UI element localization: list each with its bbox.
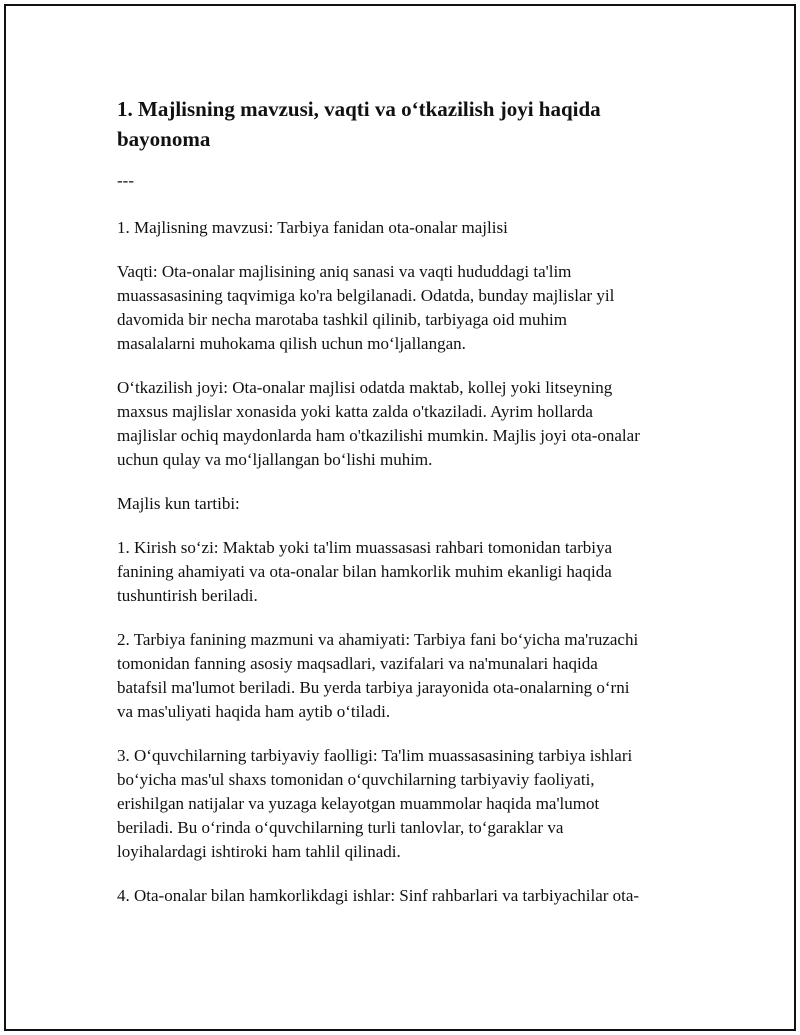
paragraph-location: O‘tkazilish joyi: Ota-onalar majlisi odatda maktab, kollej yoki litseyning maxsus majlislar xonasida yoki katta zalda o'tkaziladi. Ayrim hollarda majlislar ochiq maydonlarda ham o'tkazilishi mumkin. Majlis joyi ota-onalar uchun qulay va mo‘ljallangan bo‘lishi muhim. xyxy=(117,378,640,469)
paragraph-agenda-heading: Majlis kun tartibi: xyxy=(117,494,240,513)
agenda-item-3: 3. O‘quvchilarning tarbiyaviy faolligi: Ta'lim muassasasining tarbiya ishlari bo‘yicha mas'ul shaxs tomonidan o‘quvchilarning tarbiyaviy faoliyati, erishilgan natijalar va yuzaga kelayotgan muammolar haqida ma'lumot beriladi. Bu o‘rinda o‘quvchilarning turli tanlovlar, to‘garaklar va loyihalardagi ishtiroki ham tahlil qilinadi. xyxy=(117,746,633,861)
separator-line: --- xyxy=(117,171,134,190)
agenda-item-1: 1. Kirish so‘zi: Maktab yoki ta'lim muassasasi rahbari tomonidan tarbiya fanining ahamiyati va ota-onalar bilan hamkorlik muhim ekanligi haqida tushuntirish beriladi. xyxy=(117,538,613,605)
paragraph-topic: 1. Majlisning mavzusi: Tarbiya fanidan ota-onalar majlisi xyxy=(117,218,508,237)
document-title: 1. Majlisning mavzusi, vaqti va o‘tkazilish joyi haqida bayonoma xyxy=(117,97,601,151)
agenda-item-4: 4. Ota-onalar bilan hamkorlikdagi ishlar: Sinf rahbarlari va tarbiyachilar ota- xyxy=(117,886,640,905)
agenda-item-2: 2. Tarbiya fanining mazmuni va ahamiyati: Tarbiya fani bo‘yicha ma'ruzachi tomonidan fanning asosiy maqsadlari, vazifalari va na'munalari haqida batafsil ma'lumot beriladi. Bu yerda tarbiya jarayonida ota-onalarning o‘rni va mas'uliyati haqida ham aytib o‘tiladi. xyxy=(117,630,639,721)
document-body xyxy=(117,94,707,908)
paragraph-time: Vaqti: Ota-onalar majlisining aniq sanasi va vaqti hududdagi ta'lim muassasasining taqvimiga ko'ra belgilanadi. Odatda, bunday majlislar yil davomida bir necha marotaba tashkil qilinib, tarbiyaga oid muhim masalalarni muhokama qilish uchun mo‘ljallangan. xyxy=(117,262,615,353)
